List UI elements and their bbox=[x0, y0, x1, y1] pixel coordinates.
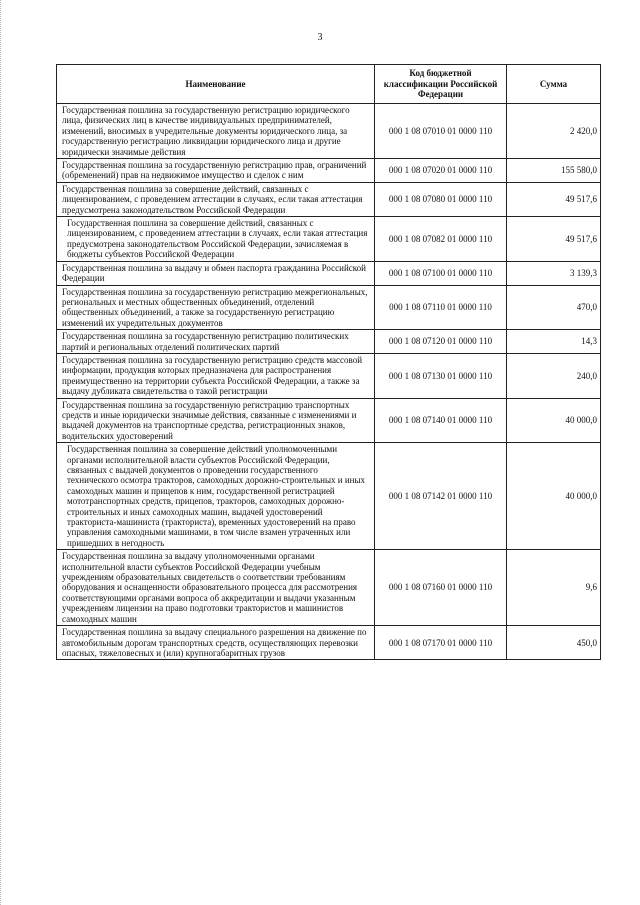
row-name: Государственная пошлина за государственную регистрацию юридического лица, физических лиц в качестве индивидуальных предпринимателей, изменений, вносимых в учредительные документы юридического лица, за государственную регистрацию ликвидации юридического лица и другие юридически значимые действия bbox=[57, 104, 375, 159]
row-sum: 9,6 bbox=[507, 550, 601, 626]
row-name: Государственная пошлина за выдачу уполномоченными органами исполнительной власти субъектов Российской Федерации учебным учреждениям образовательных свидетельств о соответствии требованиям оборудования и оснащенности образовательного процесса для рассмотрения соответствующими органами вопроса об аккредитации и выдачи указанным учреждениям лицензии на право подготовки трактористов и машинистов самоходных машин bbox=[57, 550, 375, 626]
row-code: 000 1 08 07140 01 0000 110 bbox=[375, 398, 507, 443]
row-code: 000 1 08 07020 01 0000 110 bbox=[375, 159, 507, 183]
row-name: Государственная пошлина за совершение действий, связанных с лицензированием, с проведением аттестации в случаях, если такая аттестация предусмотрена законодательством Российской Федерации, зачисляемая в бюджеты субъектов Российской Федерации bbox=[57, 217, 375, 262]
row-name: Государственная пошлина за государственную регистрацию межрегиональных, региональных и местных общественных объединений, отделений общественных объединений, а также за государственную регистрацию изменений их учредительных документов bbox=[57, 285, 375, 330]
scan-edge bbox=[0, 0, 4, 905]
row-code: 000 1 08 07160 01 0000 110 bbox=[375, 550, 507, 626]
row-name: Государственная пошлина за государственную регистрацию политических партий и региональных отделений политических партий bbox=[57, 330, 375, 354]
row-code: 000 1 08 07100 01 0000 110 bbox=[375, 261, 507, 285]
page-number: 3 bbox=[317, 32, 323, 43]
table-row bbox=[57, 626, 601, 660]
header-code: Код бюджетной классификации Российской Федерации bbox=[375, 65, 507, 104]
row-sum: 2 420,0 bbox=[507, 104, 601, 159]
row-name: Государственная пошлина за выдачу специального разрешения на движение по автомобильным дорогам транспортных средств, осуществляющих перевозки опасных, тяжеловесных и (или) крупногабаритных грузов bbox=[57, 626, 375, 660]
table-row bbox=[57, 217, 601, 262]
table-row bbox=[57, 261, 601, 285]
row-name: Государственная пошлина за выдачу и обмен паспорта гражданина Российской Федерации bbox=[57, 261, 375, 285]
row-sum: 470,0 bbox=[507, 285, 601, 330]
row-code: 000 1 08 07170 01 0000 110 bbox=[375, 626, 507, 660]
header-sum: Сумма bbox=[507, 65, 601, 104]
table-header-row bbox=[57, 65, 601, 104]
row-name: Государственная пошлина за государственную регистрацию прав, ограничений (обременений) прав на недвижимое имущество и сделок с ним bbox=[57, 159, 375, 183]
header-name: Наименование bbox=[57, 65, 375, 104]
row-code: 000 1 08 07142 01 0000 110 bbox=[375, 443, 507, 550]
row-name: Государственная пошлина за государственную регистрацию средств массовой информации, продукция которых предназначена для распространения преимущественно на территории субъекта Российской Федерации, а также за выдачу дубликата свидетельства о такой регистрации bbox=[57, 353, 375, 398]
table-row bbox=[57, 550, 601, 626]
row-name: Государственная пошлина за государственную регистрацию транспортных средств и иные юридически значимые действия, связанные с изменениями и выдачей документов на транспортные средства, регистрационных знаков, водительских удостоверений bbox=[57, 398, 375, 443]
table-row bbox=[57, 353, 601, 398]
table-row bbox=[57, 159, 601, 183]
row-sum: 49 517,6 bbox=[507, 182, 601, 216]
table-row bbox=[57, 443, 601, 550]
table-row bbox=[57, 330, 601, 354]
row-name: Государственная пошлина за совершение действий, связанных с лицензированием, с проведением аттестации в случаях, если такая аттестация предусмотрена законодательством Российской Федерации bbox=[57, 182, 375, 216]
row-code: 000 1 08 07110 01 0000 110 bbox=[375, 285, 507, 330]
table-row bbox=[57, 182, 601, 216]
table-row bbox=[57, 104, 601, 159]
budget-table bbox=[56, 64, 601, 660]
row-code: 000 1 08 07010 01 0000 110 bbox=[375, 104, 507, 159]
row-sum: 14,3 bbox=[507, 330, 601, 354]
row-name: Государственная пошлина за совершение действий уполномоченными органами исполнительной власти субъектов Российской Федерации, связанных с выдачей документов о проведении государственного технического осмотра тракторов, самоходных дорожно-строительных и иных самоходных машин и прицепов к ним, государственной регистрацией мототранспортных средств, прицепов, тракторов, самоходных дорожно-строительных и иных самоходных машин, выдачей удостоверений тракториста-машиниста (тракториста), временных удостоверений на право управления самоходными машинами, в том числе взамен утраченных или пришедших в негодность bbox=[57, 443, 375, 550]
row-sum: 40 000,0 bbox=[507, 398, 601, 443]
row-sum: 155 580,0 bbox=[507, 159, 601, 183]
row-code: 000 1 08 07130 01 0000 110 bbox=[375, 353, 507, 398]
row-sum: 450,0 bbox=[507, 626, 601, 660]
row-code: 000 1 08 07080 01 0000 110 bbox=[375, 182, 507, 216]
row-code: 000 1 08 07120 01 0000 110 bbox=[375, 330, 507, 354]
row-sum: 49 517,6 bbox=[507, 217, 601, 262]
row-sum: 3 139,3 bbox=[507, 261, 601, 285]
row-code: 000 1 08 07082 01 0000 110 bbox=[375, 217, 507, 262]
table-row bbox=[57, 398, 601, 443]
row-sum: 240,0 bbox=[507, 353, 601, 398]
table-row bbox=[57, 285, 601, 330]
row-sum: 40 000,0 bbox=[507, 443, 601, 550]
